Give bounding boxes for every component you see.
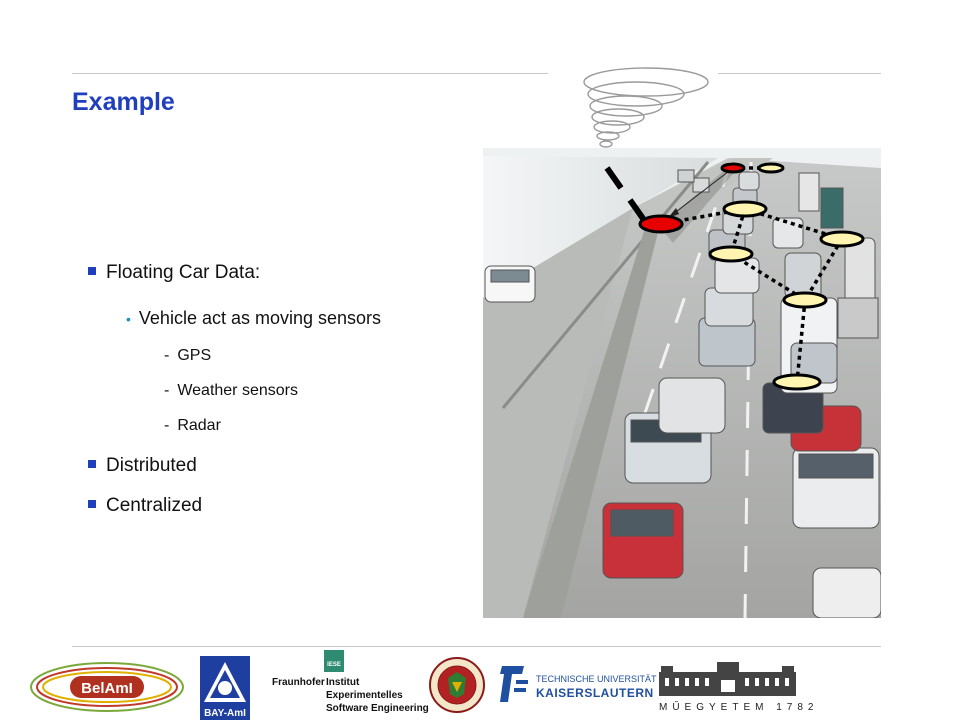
bullet-text: Vehicle act as moving sensors bbox=[138, 308, 382, 328]
bullet-weather-sensors bbox=[164, 382, 298, 400]
dash-bullet: - bbox=[164, 347, 170, 364]
highway-traffic-photo bbox=[483, 148, 881, 618]
square-bullet-icon bbox=[88, 500, 96, 508]
square-bullet-icon bbox=[88, 267, 96, 275]
tu-line-2: KAISERSLAUTERN bbox=[536, 686, 654, 700]
dot-bullet-icon: • bbox=[126, 311, 131, 327]
belami-logo bbox=[28, 658, 186, 716]
iese-line-2: Experimentelles bbox=[326, 690, 403, 701]
bullet-centralized bbox=[88, 495, 202, 517]
footer-logos bbox=[0, 650, 960, 720]
tu-line-1: TECHNISCHE UNIVERSITÄT bbox=[536, 674, 657, 684]
bullet-radar bbox=[164, 417, 221, 435]
bullet-text: GPS bbox=[177, 347, 212, 364]
dash-bullet: - bbox=[164, 382, 170, 399]
iese-text: IESE bbox=[327, 662, 341, 668]
square-bullet-icon bbox=[88, 460, 96, 468]
bullet-text: Distributed bbox=[106, 455, 197, 476]
bullet-vehicle-sensors bbox=[126, 308, 381, 329]
bullet-distributed bbox=[88, 455, 197, 477]
bayami-text: BAY-AmI bbox=[204, 708, 246, 719]
bme-building-icon bbox=[655, 658, 800, 698]
slide-title: Example bbox=[72, 88, 175, 116]
bottom-rule bbox=[72, 646, 881, 647]
bullet-text: Floating Car Data: bbox=[106, 262, 261, 283]
bullet-text: Radar bbox=[177, 417, 221, 434]
bme-text: MŰEGYETEM 1782 bbox=[659, 702, 819, 713]
dash-bullet: - bbox=[164, 417, 170, 434]
top-rule-right bbox=[718, 73, 881, 74]
university-seal-logo bbox=[428, 656, 486, 714]
tu-emblem bbox=[498, 662, 532, 706]
iese-line-1: Institut bbox=[326, 677, 360, 688]
top-rule-left bbox=[72, 73, 548, 74]
fraunhofer-text: Fraunhofer bbox=[272, 677, 325, 688]
bullet-text: Weather sensors bbox=[177, 382, 298, 399]
iese-box bbox=[324, 650, 344, 672]
bayami-logo bbox=[200, 656, 250, 720]
iese-line-3: Software Engineering bbox=[326, 703, 429, 714]
bme-logo bbox=[655, 658, 819, 716]
fraunhofer-iese-logo bbox=[272, 650, 429, 716]
tu-kaiserslautern-logo bbox=[498, 660, 657, 710]
bullet-floating-car-data bbox=[88, 262, 260, 284]
bullet-gps bbox=[164, 347, 211, 365]
bullet-text: Centralized bbox=[106, 495, 203, 516]
belami-text: BelAmI bbox=[81, 680, 133, 697]
